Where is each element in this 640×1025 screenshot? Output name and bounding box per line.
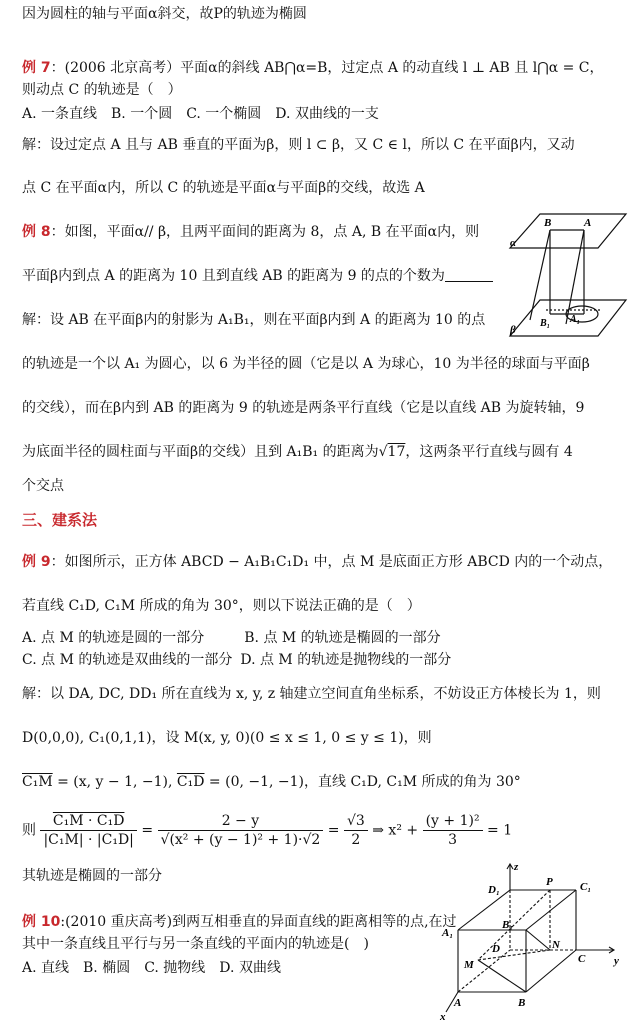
section-heading: 三、建系法 <box>22 511 98 529</box>
example-7-statement <box>22 58 604 78</box>
point-b-label: B <box>544 217 552 229</box>
alpha-label: α <box>510 237 517 249</box>
example-9-formula: 则 $\frac{\text{C₁M · C₁D}}{\text{|C₁M| · |C₁D|}}$ = $\frac{2 - y}{\text{√(x² + (y − 1)² + 1)·√2}}$ = $\frac{√3}{2}$ ⇒ x² + $\frac{\text{(y + 1)²}}{3}$ = 1 <box>22 813 513 848</box>
plane-alpha <box>510 214 626 248</box>
solution-text: 为底面半径的圆柱面与平面β的交线）且到 A₁B₁ 的距离为 <box>22 444 379 460</box>
question-text: 平面β内到点 A 的距离为 10 且到直线 AB 的距离为 9 的点的个数为 <box>22 268 445 284</box>
point-b1-label: B₁ <box>540 318 551 329</box>
axis-x-label: x <box>440 1011 446 1022</box>
point-a1-label: A₁ <box>442 927 454 939</box>
example-9-option-row-1 <box>22 628 441 648</box>
vector-c1m: C₁M <box>22 774 53 790</box>
axis-y-label: y <box>614 955 619 967</box>
example-label: 例 7 <box>22 60 51 76</box>
point-a-label: A <box>584 217 592 229</box>
fraction-cosine: $\frac{\text{C₁M · C₁D}}{\text{|C₁M| · |C₁D|}}$ <box>40 812 136 849</box>
point-n-label: N <box>552 939 560 951</box>
example-label: 例 8 <box>22 224 51 240</box>
example-9-option-row-2 <box>22 650 451 670</box>
example-8-solution-1: 解：设 AB 在平面β内的射影为 A₁B₁，则在平面β内到 A 的距离为 10 的点 <box>22 312 486 328</box>
vector-text: = (0, −1, −1)，直线 C₁D, C₁M 所成的角为 30° <box>204 774 521 790</box>
point-d-label: D <box>492 943 500 955</box>
example-9-statement <box>22 552 612 572</box>
example-8-question <box>22 266 493 286</box>
option-a: A. 点 M 的轨迹是圆的一部分 <box>22 630 205 646</box>
option-b: B. 点 M 的轨迹是椭圆的一部分 <box>244 630 441 646</box>
point-a-label: A <box>454 997 462 1009</box>
point-m-label: M <box>464 959 474 971</box>
example-10-options: A. 直线 B. 椭圆 C. 抛物线 D. 双曲线 <box>22 960 281 976</box>
sqrt-expression: √17 <box>378 444 406 460</box>
example-text: ：如图所示，正方体 ABCD − A₁B₁C₁D₁ 中，点 M 是底面正方形 ABCD 内的一个动点， <box>50 554 613 570</box>
fraction-expression: $\frac{2 - y}{\text{√(x² + (y − 1)² + 1)·√2}}$ <box>158 812 324 849</box>
formula-text: 则 <box>22 822 36 839</box>
vector-text: = (x, y − 1, −1), <box>52 774 177 790</box>
example-8-solution-3: 的交线），而在β内到 AB 的距离为 9 的轨迹是两条平行直线（它是以直线 AB 为旋转轴，9 <box>22 400 585 416</box>
example-10-statement <box>22 912 457 932</box>
point-b1-label: B₁ <box>502 919 514 931</box>
text-line: 因为圆柱的轴与平面α斜交，故P的轨迹为椭圆 <box>22 6 307 22</box>
example-9-solution-2: D(0,0,0), C₁(0,1,1)，设 M(x, y, 0)(0 ≤ x ≤ 1, 0 ≤ y ≤ 1)，则 <box>22 730 432 746</box>
point-b-label: B <box>518 997 526 1009</box>
fraction-ellipse-term: $\frac{\text{(y + 1)²}}{3}$ <box>423 812 483 849</box>
example-text: ：(2006 北京高考）平面α的斜线 AB⋂α=B，过定点 A 的动直线 l ⊥ AB 且 l⋂α = C， <box>50 60 604 76</box>
example-7-question: 则动点 C 的轨迹是（ ） <box>22 82 182 98</box>
axis-z-label: z <box>514 861 519 873</box>
example-7-solution-2: 点 C 在平面α内，所以 C 的轨迹是平面α与平面β的交线，故选 A <box>22 180 425 196</box>
example-label: 例 9 <box>22 554 51 570</box>
planes-figure <box>506 212 630 340</box>
vector-c1d: C₁D <box>176 774 205 790</box>
fraction-sqrt3-over-2: $\frac{√3}{2}$ <box>344 812 368 849</box>
option-d: D. 点 M 的轨迹是抛物线的一部分 <box>240 652 452 668</box>
solution-text: ，这两条平行直线与圆有 4 <box>405 444 573 460</box>
cube-figure <box>438 860 634 1022</box>
point-c1-label: C₁ <box>580 881 592 893</box>
point-p-label: P <box>546 876 553 888</box>
option-c: C. 点 M 的轨迹是双曲线的一部分 <box>22 652 233 668</box>
point-c-label: C <box>578 953 586 965</box>
example-label: 例 10 <box>22 914 61 930</box>
beta-label: β <box>510 324 516 336</box>
example-text: ：如图，平面α// β，且两平面间的距离为 8，点 A, B 在平面α内，则 <box>50 224 480 240</box>
point-d1-label: D₁ <box>488 884 500 896</box>
example-8-solution-2: 的轨迹是一个以 A₁ 为圆心，以 6 为半径的圆（它是以 A 为球心，10 为半径的球面与平面β <box>22 356 590 372</box>
example-8-solution-4 <box>22 442 573 462</box>
example-9-conclusion: 其轨迹是椭圆的一部分 <box>22 868 162 884</box>
example-9-question: 若直线 C₁D, C₁M 所成的角为 30°，则以下说法正确的是（ ） <box>22 598 421 614</box>
example-10-question: 其中一条直线且平行与另一条直线的平面内的轨迹是( ) <box>22 936 369 952</box>
answer-blank <box>445 267 493 282</box>
point-a1-label: A₁ <box>570 314 581 325</box>
example-8-statement <box>22 222 479 242</box>
example-text: :(2010 重庆高考)到两互相垂直的异面直线的距离相等的点,在过 <box>60 914 457 930</box>
example-9-solution-1: 解：以 DA, DC, DD₁ 所在直线为 x, y, z 轴建立空间直角坐标系，不妨设正方体棱长为 1，则 <box>22 686 601 702</box>
example-8-solution-5: 个交点 <box>22 478 64 494</box>
example-9-vectors <box>22 772 521 792</box>
example-7-solution-1: 解：设过定点 A 且与 AB 垂直的平面为β，则 l ⊂ β，又 C ∈ l，所以 C 在平面β内，又动 <box>22 137 575 153</box>
example-7-options: A. 一条直线 B. 一个圆 C. 一个椭圆 D. 双曲线的一支 <box>22 106 379 122</box>
